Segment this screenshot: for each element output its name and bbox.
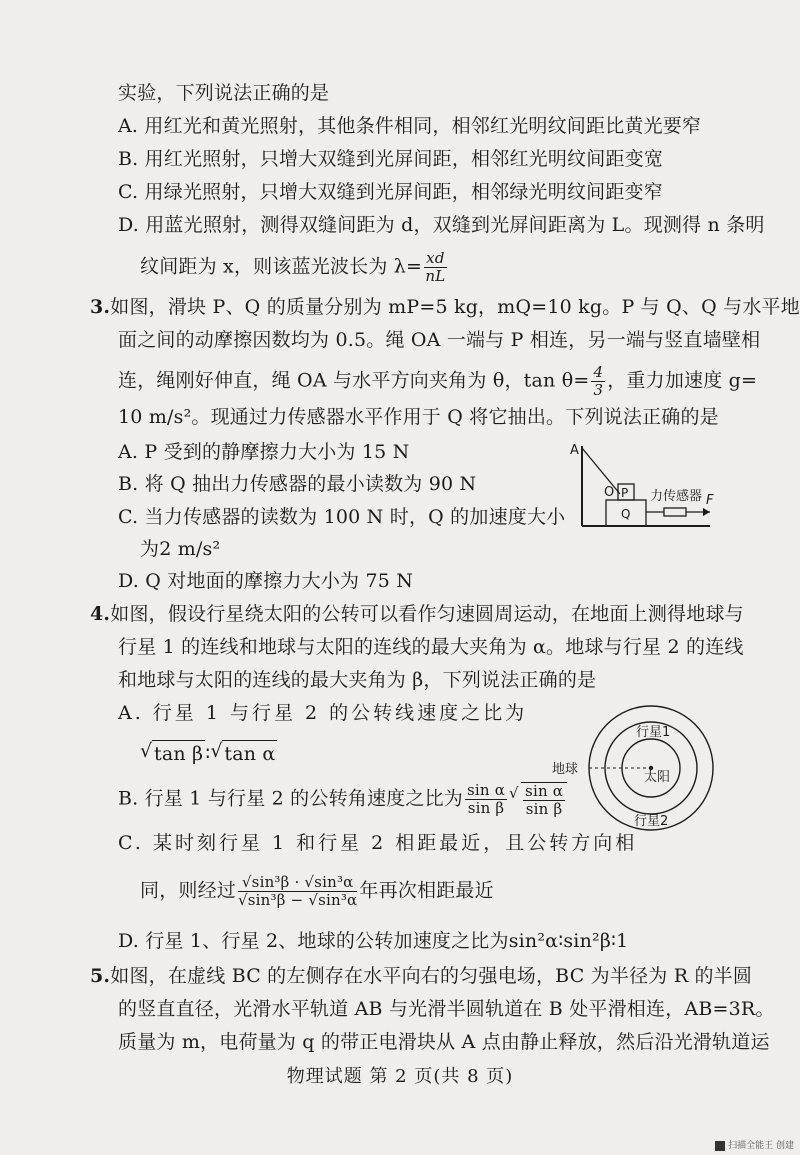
- q3-line-3b: ，重力加速度 g=: [607, 369, 758, 392]
- q4-option-b: [118, 782, 567, 818]
- q3-tan-den: 3: [593, 381, 604, 399]
- qr-icon: [715, 1141, 725, 1151]
- rope-oa: [582, 448, 620, 494]
- page-footer: 物理试题 第 2 页(共 8 页): [286, 1066, 514, 1087]
- q3-option-d: D. Q 对地面的摩擦力大小为 75 N: [118, 570, 414, 592]
- q4-line-1: 如图，假设行星绕太阳的公转可以看作匀速圆周运动，在地面上测得地球与: [110, 603, 744, 625]
- label-planet2: 行星2: [634, 814, 669, 829]
- q4-a-sep: ∶: [205, 743, 211, 765]
- q3-option-b: B. 将 Q 抽出力传感器的最小读数为 90 N: [118, 473, 477, 495]
- q4-c-fraction: [238, 874, 357, 909]
- q4-b-sqrt-den: sin β: [525, 800, 563, 818]
- q4-line-3: 和地球与太阳的连线的最大夹角为 β，下列说法正确的是: [118, 669, 597, 691]
- q2-option-c: C. 用绿光照射，只增大双缝到光屏间距，相邻绿光明纹间距变窄: [118, 181, 663, 203]
- label-planet1: 行星1: [636, 725, 671, 740]
- q3-option-c: C. 当力传感器的读数为 100 N 时，Q 的加速度大小: [118, 506, 566, 528]
- q4-b-num: sin α: [466, 781, 506, 799]
- label-p: P: [621, 486, 629, 500]
- q2-option-d-cont: [140, 250, 449, 285]
- q3-line-3: 连，绳刚好伸直，绳 OA 与水平方向夹角为 θ，tan θ=: [118, 369, 590, 392]
- q4-b-fraction: [465, 782, 507, 817]
- q4-figure: [550, 705, 750, 835]
- q2-stem-tail: 实验，下列说法正确的是: [118, 82, 330, 104]
- q4-number: 4.: [90, 603, 111, 625]
- label-sun: 太阳: [644, 770, 671, 785]
- q5-line-1: 如图，在虚线 BC 的左侧存在水平向右的匀强电场，BC 为半径为 R 的半圆: [110, 965, 753, 987]
- scanner-watermark: [715, 1138, 794, 1151]
- q4-c-text-1: 同，则经过: [140, 879, 237, 902]
- q4-option-c-cont: [140, 874, 494, 909]
- q2-option-d: D. 用蓝光照射，测得双缝间距为 d，双缝到光屏间距离为 L。现测得 n 条明: [118, 214, 765, 236]
- q2-d-frac-num: xd: [426, 249, 445, 267]
- q4-option-a-cont: [140, 740, 277, 767]
- force-sensor: [664, 508, 686, 516]
- q5-line-3: 质量为 m，电荷量为 q 的带正电滑块从 A 点由静止释放，然后沿光滑轨道运: [118, 1031, 770, 1053]
- q4-stem-1: [90, 601, 744, 627]
- q3-line-1: 如图，滑块 P、Q 的质量分别为 mP=5 kg，mQ=10 kg。P 与 Q、Q 与水平地: [110, 296, 800, 318]
- label-sensor: 力传感器: [650, 489, 703, 504]
- q4-b-text: B. 行星 1 与行星 2 的公转角速度之比为: [118, 787, 463, 810]
- q4-a-sqrt-1: √ tan β: [152, 740, 205, 767]
- q4-b-den: sin β: [467, 799, 505, 817]
- q4-b-sqrt-num: √ sin α: [525, 782, 564, 800]
- q3-number: 3.: [90, 296, 111, 318]
- q4-line-2: 行星 1 的连线和地球与太阳的连线的最大夹角为 α。地球与行星 2 的连线: [118, 636, 744, 658]
- q5-line-2: 的竖直直径，光滑水平轨道 AB 与光滑半圆轨道在 B 处平滑相连，AB=3R。: [118, 998, 775, 1020]
- q3-line-2: 面之间的动摩擦因数均为 0.5。绳 OA 一端与 P 相连，另一端与竖直墙壁相: [118, 329, 761, 351]
- label-earth: 地球: [552, 762, 579, 777]
- q3-stem-3: [118, 364, 757, 399]
- q5-number: 5.: [90, 965, 111, 987]
- force-arrowhead: [703, 508, 710, 516]
- q4-c-den: √sin³β − √sin³α: [238, 891, 358, 909]
- label-f: F: [706, 493, 714, 508]
- q4-c-text-2: 年再次相距最近: [359, 879, 494, 902]
- q3-figure: [560, 438, 720, 530]
- label-o: O: [604, 485, 615, 500]
- q3-tan-fraction: [591, 364, 605, 399]
- q4-option-d: D. 行星 1、行星 2、地球的公转加速度之比为sin²α∶sin²β∶1: [118, 930, 629, 952]
- q3-line-4: 10 m/s²。现通过力传感器水平作用于 Q 将它抽出。下列说法正确的是: [118, 406, 719, 428]
- watermark-text: 扫描全能王 创建: [728, 1141, 794, 1151]
- q4-a-sqrt-2: √ tan α: [222, 740, 277, 767]
- q3-option-a: A. P 受到的静摩擦力大小为 15 N: [118, 441, 410, 463]
- label-q: Q: [621, 507, 631, 521]
- q4-option-a: A. 行星 1 与行星 2 的公转线速度之比为: [118, 702, 528, 724]
- q3-stem-1: [90, 294, 800, 320]
- q2-option-a: A. 用红光和黄光照射，其他条件相同，相邻红光明纹间距比黄光要窄: [118, 115, 702, 137]
- q2-d-frac-den: nL: [425, 267, 446, 285]
- q2-d-fraction: [424, 250, 446, 285]
- q5-stem-1: [90, 963, 752, 989]
- q3-tan-num: 4: [593, 363, 604, 381]
- q2-option-b: B. 用红光照射，只增大双缝到光屏间距，相邻红光明纹间距变宽: [118, 148, 664, 170]
- label-a: A: [570, 443, 579, 458]
- q4-c-num: √sin³β · √sin³α: [238, 874, 357, 892]
- q3-option-c-cont: 为2 m/s²: [140, 538, 221, 560]
- q4-option-c: C. 某时刻行星 1 和行星 2 相距最近，且公转方向相: [118, 832, 638, 854]
- q2-d-text: 纹间距为 x，则该蓝光波长为 λ=: [140, 255, 423, 278]
